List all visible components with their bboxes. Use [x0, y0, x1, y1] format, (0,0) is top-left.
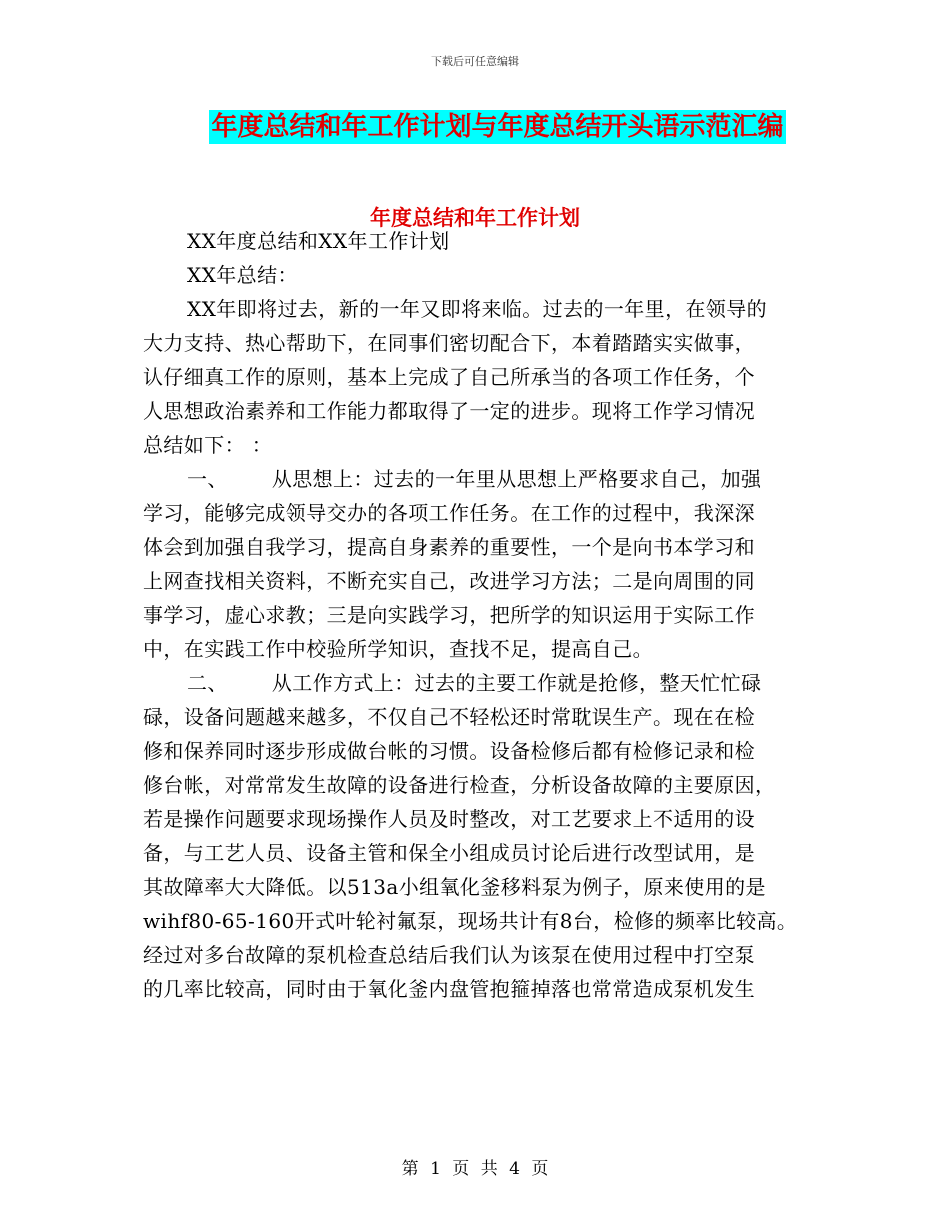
paragraph-line: 若是操作问题要求现场操作人员及时整改，对工艺要求上不适用的设: [143, 807, 755, 831]
paragraph-line: XX年度总结和XX年工作计划: [187, 229, 450, 253]
header-note: 下载后可任意编辑: [431, 55, 519, 68]
paragraph-line: 的几率比较高，同时由于氧化釜内盘管抱箍掉落也常常造成泵机发生: [143, 977, 755, 1001]
paragraph-line: 体会到加强自我学习，提高自身素养的重要性，一个是向书本学习和: [143, 535, 755, 559]
paragraph-line: [143, 462, 833, 496]
paragraph-line: 事学习，虚心求教；三是向实践学习，把所学的知识运用于实际工作: [143, 603, 755, 627]
paragraph-line: 大力支持、热心帮助下，在同事们密切配合下，本着踏踏实实做事，: [143, 331, 755, 355]
list-marker: 一、: [187, 467, 228, 491]
paragraph-line: 经过对多台故障的泵机检查总结后我们认为该泵在使用过程中打空泵: [143, 943, 755, 967]
paragraph-line: [143, 666, 833, 700]
document-body: [143, 224, 833, 1006]
paragraph-text: 从工作方式上：过去的主要工作就是抢修，整天忙忙碌: [271, 671, 762, 695]
paragraph-line: 修和保养同时逐步形成做台帐的习惯。设备检修后都有检修记录和检: [143, 739, 755, 763]
section-title: 年度总结和年工作计划: [370, 206, 580, 230]
list-marker: 二、: [187, 671, 228, 695]
paragraph-line: 人思想政治素养和工作能力都取得了一定的进步。现将工作学习情况: [143, 399, 755, 423]
main-title-wrap: [0, 110, 950, 144]
paragraph-line: 其故障率大大降低。以513a小组氧化釜移料泵为例子，原来使用的是: [143, 875, 766, 899]
paragraph-line: 备，与工艺人员、设备主管和保全小组成员讨论后进行改型试用，是: [143, 841, 755, 865]
paragraph-line: 修台帐，对常常发生故障的设备进行检查，分析设备故障的主要原因，: [143, 773, 776, 797]
paragraph-line: 上网查找相关资料，不断充实自己，改进学习方法；二是向周围的同: [143, 569, 755, 593]
paragraph-line: XX年即将过去，新的一年又即将来临。过去的一年里，在领导的: [187, 297, 768, 321]
paragraph-text: 从思想上：过去的一年里从思想上严格要求自己，加强: [271, 467, 762, 491]
paragraph-line: 学习，能够完成领导交办的各项工作任务。在工作的过程中，我深深: [143, 501, 755, 525]
paragraph-line: wihf80-65-160开式叶轮衬氟泵，现场共计有8台，检修的频率比较高。: [143, 909, 798, 933]
paragraph-line: 认仔细真工作的原则，基本上完成了自己所承当的各项工作任务，个: [143, 365, 755, 389]
paragraph-line: 总结如下： ：: [143, 433, 273, 457]
paragraph-line: XX年总结：: [187, 263, 298, 287]
paragraph-line: 碌，设备问题越来越多，不仅自己不轻松还时常耽误生产。现在在检: [143, 705, 755, 729]
paragraph-line: 中，在实践工作中校验所学知识，查找不足，提高自己。: [143, 637, 653, 661]
main-title: 年度总结和年工作计划与年度总结开头语示范汇编: [211, 112, 784, 142]
page-footer: 第 1 页 共 4 页: [401, 1159, 549, 1179]
